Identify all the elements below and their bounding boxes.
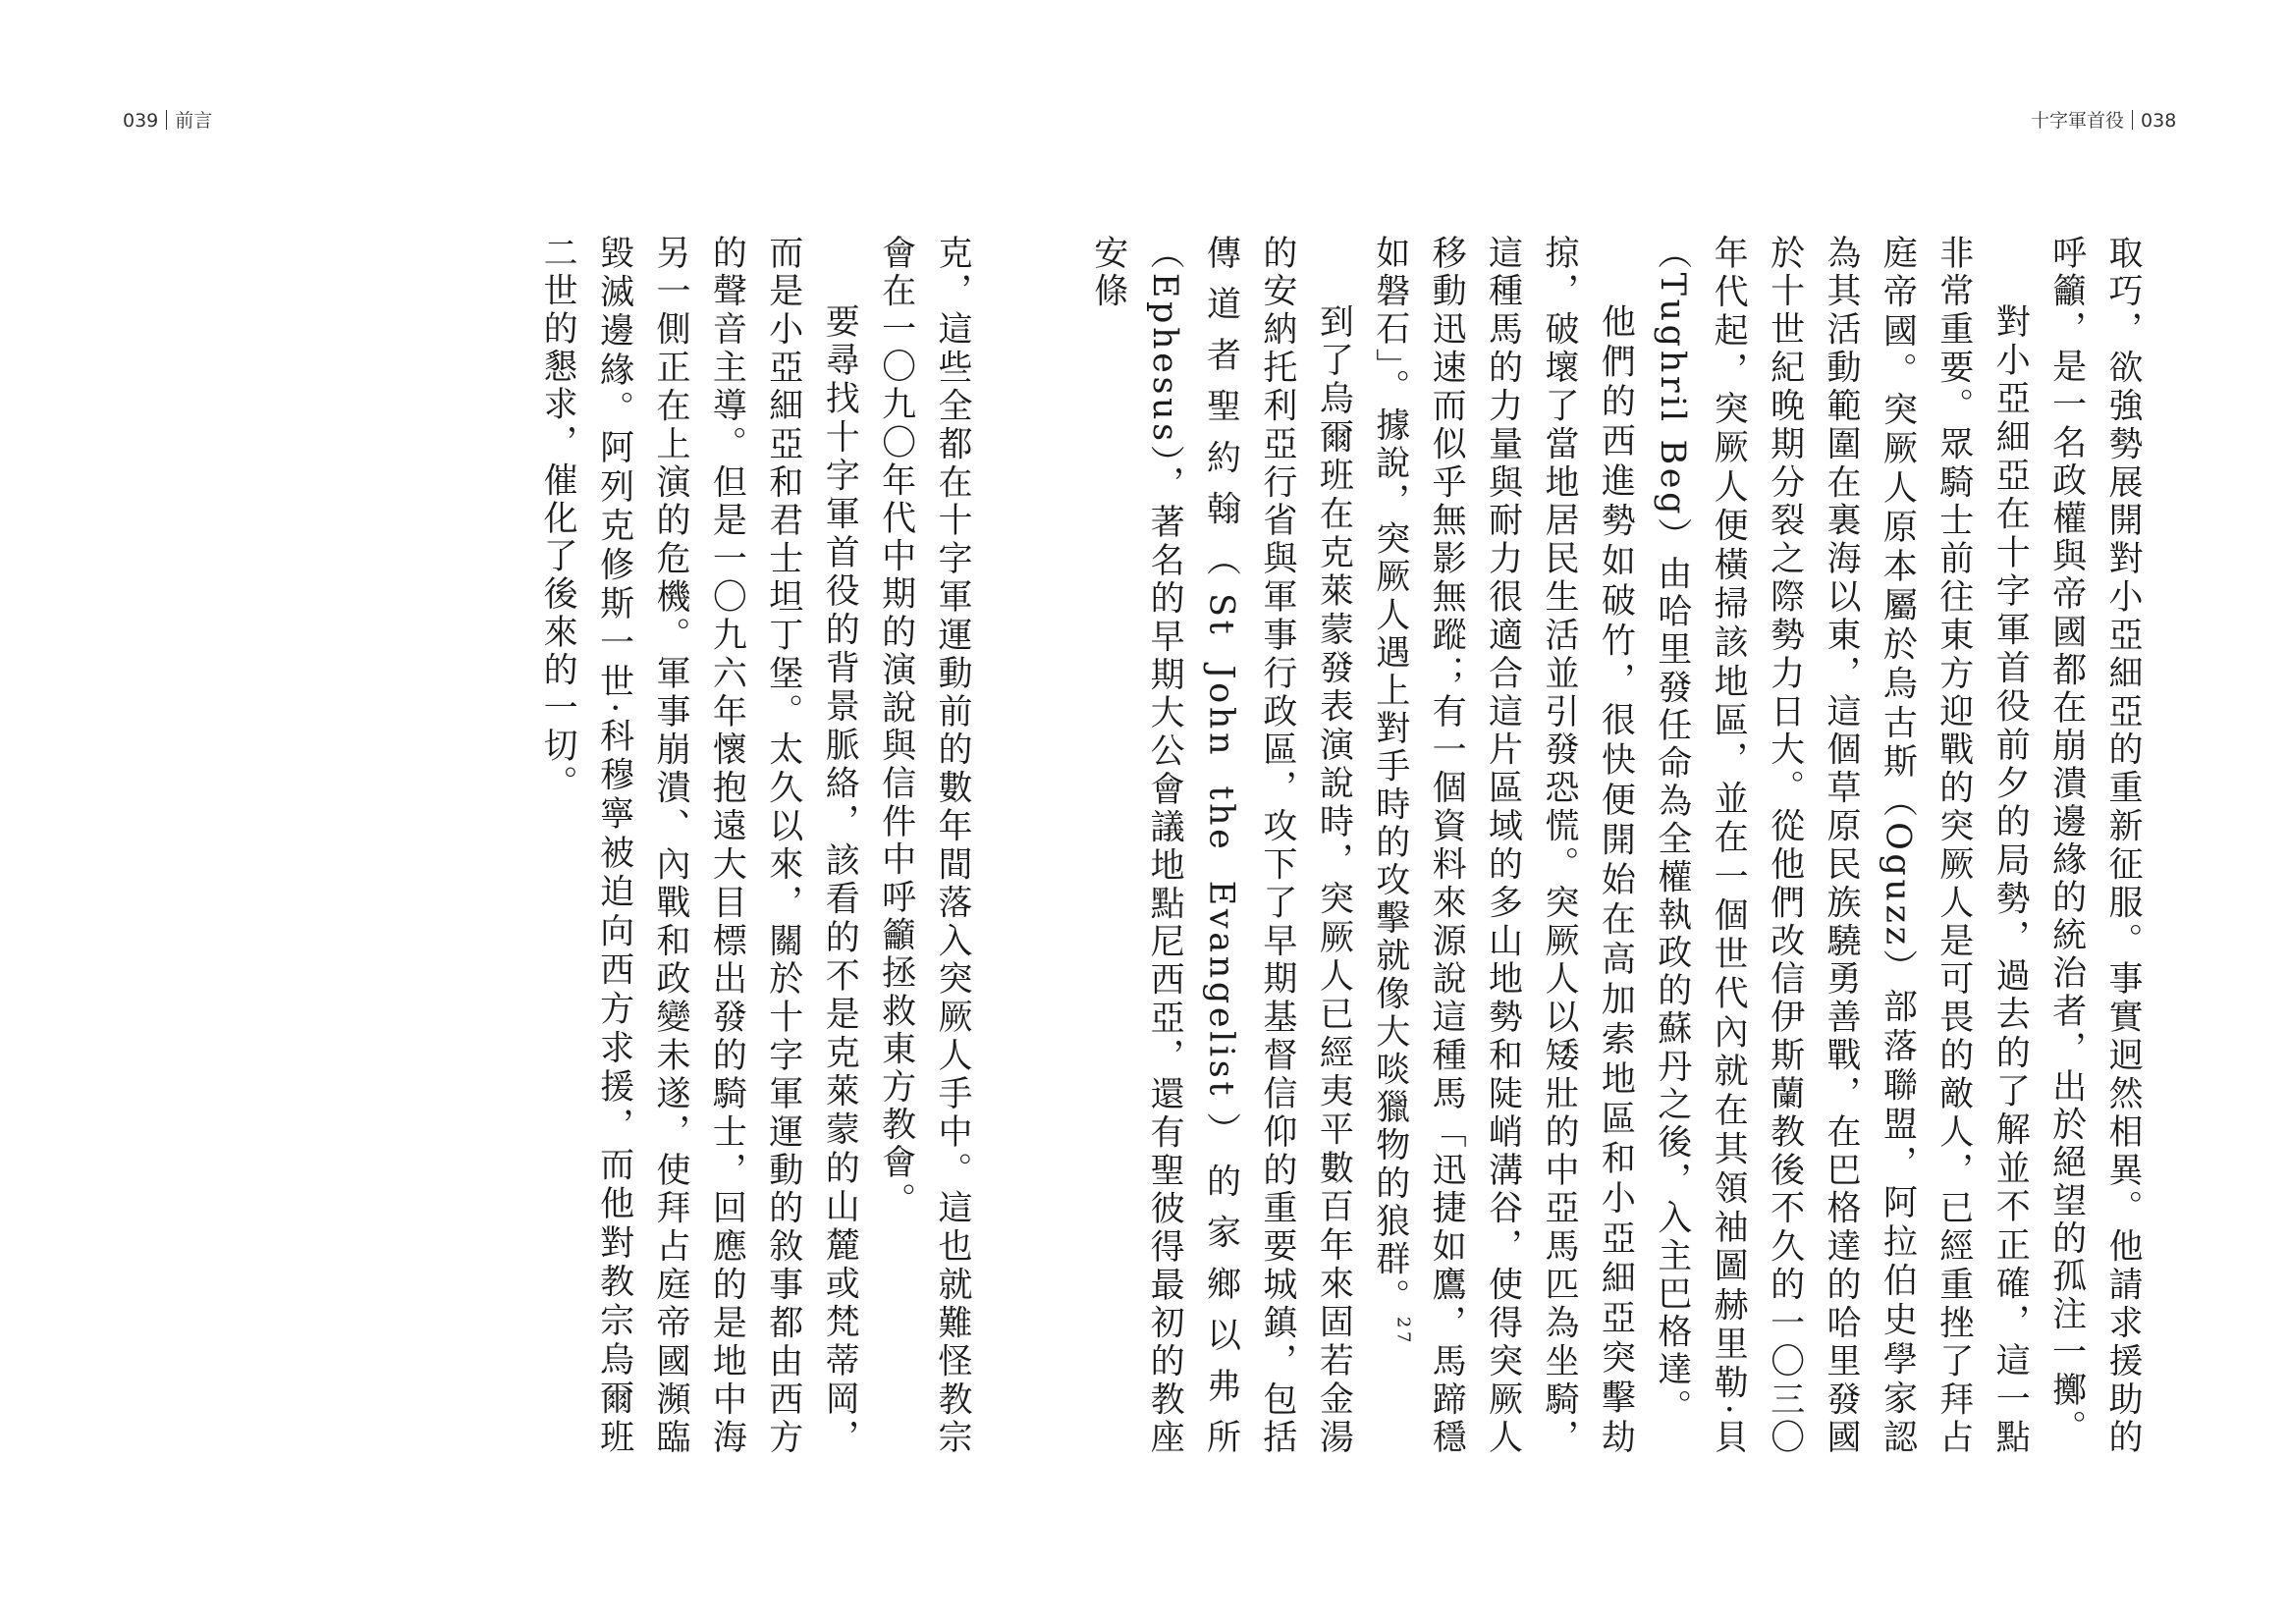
paragraph: 要尋找十字軍首役的背景脈絡，該看的不是克萊蒙的山麓或梵蒂岡，而是小亞細亞和君士坦丁堡。太久以來，關於十字軍運動的敘事都由西方的聲音主導。但是一〇九六年懷抱遠大目標出發的騎士，回應的是地中海另一側正在上演的危機。軍事崩潰、內戰和政變未遂，使拜占庭帝國瀕臨毀滅邊緣。阿列克修斯一世·科穆寧被迫向西方求援，而他對教宗烏爾班二世的懇求，催化了後來的一切。 [538, 235, 860, 1457]
left-page-body [538, 235, 980, 1457]
paragraph [1361, 235, 1643, 1457]
paragraph: 到了烏爾班在克萊蒙發表演說時，突厥人已經夷平數百年來固若金湯的安納托利亞行省與軍事行政區，攻下了早期基督信仰的重要城鎮，包括傳道者聖約翰（St John the Evangelist）的家鄉以弗所（Ephesus），著名的早期大公會議地點尼西亞，還有聖彼得最初的教座安條 [1088, 235, 1354, 1457]
right-page-number: 038 [2141, 110, 2177, 132]
left-section-title: 前言 [175, 110, 213, 132]
left-page-number: 039 [123, 110, 159, 132]
paragraph-text: 他們的西進勢如破竹，很快便開始在高加索地區和小亞細亞突擊劫掠，破壞了當地居民生活並引發恐慌。突厥人以矮壯的中亞馬匹為坐騎，這種馬的力量與耐力很適合這片區域的多山地勢和陡峭溝谷，使得突厥人移動迅速而似乎無影無蹤；有一個資料來源說這種馬「迅捷如鷹，馬蹄穩如磐石」。據說，突厥人遇上對手時的攻擊就像大啖獵物的狼群。 [1370, 235, 1636, 1457]
paragraph: 對小亞細亞在十字軍首役前夕的局勢，過去的了解並不正確，這一點非常重要。眾騎士前往東方迎戰的突厥人是可畏的敵人，已經重挫了拜占庭帝國。突厥人原本屬於烏古斯（Oguzz）部落聯盟，阿拉伯史學家認為其活動範圍在裏海以東，這個草原民族驍勇善戰，在巴格達的哈里發國於十世紀晚期分裂之際勢力日大。從他們改信伊斯蘭教後不久的一〇三〇年代起，突厥人便橫掃該地區，並在一個世代內就在其領袖圖赫里勒·貝（Tughril Beg）由哈里發任命為全權執政的蘇丹之後，入主巴格達。 [1652, 235, 2031, 1457]
paragraph: 克，這些全都在十字軍運動前的數年間落入突厥人手中。這也就難怪教宗會在一〇九〇年代中期的演說與信件中呼籲拯救東方教會。 [876, 235, 972, 1457]
right-page-body [1088, 235, 2151, 1457]
left-page-header [123, 108, 212, 134]
right-page-header [2031, 108, 2176, 134]
header-divider [166, 110, 167, 130]
header-divider [2132, 110, 2133, 130]
paragraph: 取巧，欲強勢展開對小亞細亞的重新征服。事實迥然相異。他請求援助的呼籲，是一名政權與帝國都在崩潰邊緣的統治者，出於絕望的孤注一擲。 [2046, 235, 2143, 1457]
footnote-marker: 27 [1392, 1316, 1414, 1347]
right-book-title: 十字軍首役 [2031, 110, 2125, 132]
